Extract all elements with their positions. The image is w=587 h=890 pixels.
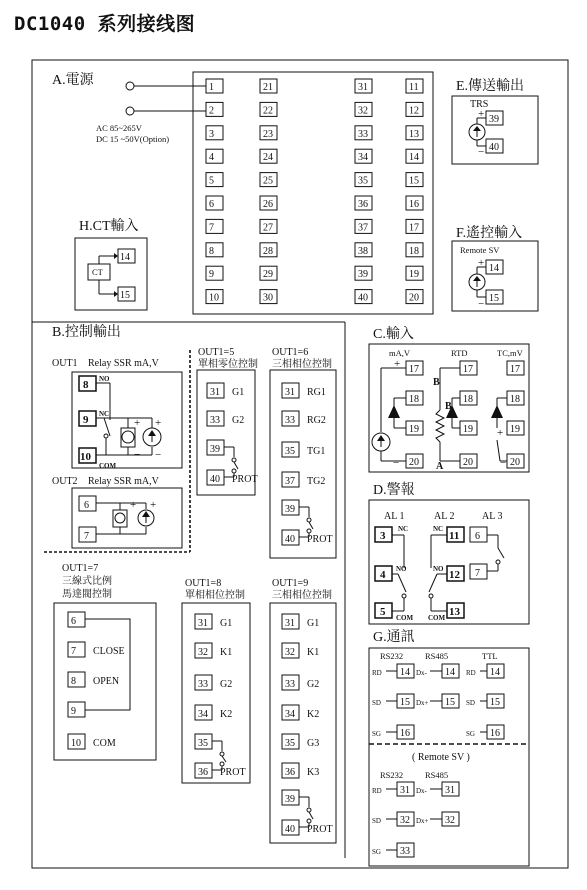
power-spec-2: DC 15 ~50V(Option) [96, 134, 170, 144]
out1-5-terminal: 31 [210, 387, 220, 398]
out1-7-terminal: 8 [71, 676, 76, 687]
out1-types: Relay SSR mA,V [88, 358, 159, 369]
grid-terminal: 1 [209, 82, 214, 93]
out1-5-terminal-label: PROT [232, 474, 258, 485]
remote-rs485-terminal: 31 [445, 785, 455, 796]
out1-9-terminal-label: G3 [307, 738, 320, 749]
grid-terminal: 34 [358, 152, 368, 164]
grid-terminal: 39 [358, 269, 368, 281]
remote-plus: + [478, 257, 485, 269]
al2-com: COM [428, 614, 446, 622]
input-type-tc: TC,mV [497, 348, 523, 358]
terminal-grid [206, 79, 423, 304]
trs-label: TRS [470, 99, 489, 110]
out1-term-8: 8 [83, 379, 89, 391]
ct-label: CT [92, 267, 103, 277]
out1-com: COM [99, 462, 117, 470]
out1-9-terminal: 34 [285, 709, 295, 720]
out1-9-terminal-label: K2 [307, 709, 320, 720]
grid-terminal: 19 [409, 269, 419, 281]
out1-5-terminal-label: G2 [232, 415, 245, 426]
remote-rs485-label: Dx- [416, 787, 427, 795]
input-terminal: 19 [510, 424, 520, 435]
remote-rs232-terminal: 33 [400, 846, 410, 857]
out1-6-subtitle: 三相相位控制 [272, 359, 332, 370]
grid-terminal: 6 [209, 199, 214, 210]
out1-6-terminal: 40 [285, 534, 295, 545]
grid-terminal: 4 [209, 152, 214, 164]
ct-term-15: 15 [120, 290, 130, 301]
out1-no: NO [99, 375, 110, 383]
grid-terminal: 30 [263, 292, 273, 304]
out1-8-terminal: 36 [198, 767, 208, 778]
grid-terminal: 31 [358, 82, 368, 93]
input-terminal: 19 [409, 424, 419, 435]
grid-terminal: 29 [263, 269, 273, 281]
out1-9-terminal-label: K3 [307, 767, 320, 778]
out1-5-terminal-label: G1 [232, 387, 245, 398]
page-title: DC1040 系列接线图 [14, 13, 196, 35]
ttl-terminal: 16 [490, 728, 500, 739]
rs485-terminal: 15 [445, 697, 455, 708]
grid-terminal: 9 [209, 269, 214, 281]
input-terminal: 17 [510, 364, 520, 375]
out1-7-subtitle-2: 馬達閥控制 [62, 589, 112, 600]
grid-terminal: 32 [358, 105, 368, 117]
transmission-header: E.傳送輸出 [456, 79, 525, 94]
terminal-grid-box [193, 72, 433, 314]
grid-terminal: 11 [409, 82, 419, 93]
al1-term-3: 3 [380, 530, 386, 542]
grid-terminal: 7 [209, 222, 214, 234]
al2-no: NO [433, 565, 444, 573]
grid-terminal: 8 [209, 245, 214, 257]
grid-terminal: 5 [209, 175, 214, 187]
rtd-letter-a: A [436, 461, 444, 472]
rtd-letter-b1: B [433, 377, 440, 388]
out1-7-terminal: 9 [71, 706, 76, 717]
svg-text:−: − [134, 449, 141, 461]
out1-7-title: OUT1=7 [62, 563, 99, 574]
power-spec-1: AC 85~265V [96, 123, 142, 133]
remote-rs232-label: SD [372, 817, 381, 825]
comm-header: G.通訊 [373, 630, 415, 645]
svg-text:+: + [497, 427, 504, 439]
svg-text:+: + [155, 417, 162, 429]
out1-6-terminal-label: PROT [307, 534, 333, 545]
control-output-header: B.控制輸出 [52, 325, 121, 340]
grid-terminal: 28 [263, 245, 273, 257]
out1-8-terminal: 31 [198, 618, 208, 629]
rs232-label: SD [372, 699, 381, 707]
grid-terminal: 25 [263, 175, 273, 187]
remote-rs232-terminal: 31 [400, 785, 410, 796]
out2-term-6: 6 [84, 500, 89, 511]
grid-terminal: 18 [409, 245, 419, 257]
out1-8-terminal-label: G2 [220, 679, 233, 690]
al1-term-5: 5 [380, 606, 386, 618]
al1-nc: NC [398, 525, 409, 533]
al1-term-4: 4 [380, 569, 386, 581]
out1-6-title: OUT1=6 [272, 347, 309, 358]
out1-6-terminal: 31 [285, 387, 295, 398]
comm-remote-rs232: RS232 [380, 770, 404, 780]
out1-7-terminal: 6 [71, 616, 76, 627]
out1-6-terminal: 35 [285, 446, 295, 457]
al2-term-12: 12 [449, 569, 460, 581]
out1-7-subtitle-1: 三線式比例 [62, 576, 112, 587]
ttl-label: SD [466, 699, 475, 707]
rs232-label: SG [372, 730, 381, 738]
out1-8-terminal: 33 [198, 679, 208, 690]
grid-terminal: 33 [358, 128, 368, 140]
remote-rs485-label: Dx+ [416, 817, 429, 825]
out1-6-terminal-label: TG1 [307, 446, 326, 457]
power-header: A.電源 [52, 73, 94, 88]
grid-terminal: 13 [409, 128, 419, 140]
ttl-terminal: 14 [490, 667, 500, 678]
comm-remote-rs485: RS485 [425, 770, 449, 780]
remote-minus: − [478, 298, 485, 310]
out1-9-title: OUT1=9 [272, 578, 309, 589]
input-terminal: 18 [510, 394, 520, 405]
transmission-box [452, 96, 538, 164]
out1-6-terminal-label: TG2 [307, 476, 326, 487]
remote-rs232-label: RD [372, 787, 382, 795]
out1-8-terminal-label: K2 [220, 709, 233, 720]
trs-plus: + [478, 108, 485, 120]
out1-9-terminal: 40 [285, 824, 295, 835]
out1-7-terminal: 10 [71, 738, 81, 749]
grid-terminal: 15 [409, 175, 419, 187]
out1-8-terminal: 34 [198, 709, 208, 720]
al2-nc: NC [433, 525, 444, 533]
ct-term-14: 14 [120, 252, 130, 263]
input-type-rtd: RTD [451, 348, 468, 358]
al1-com: COM [396, 614, 414, 622]
al2-label: AL 2 [434, 511, 455, 522]
grid-terminal: 38 [358, 245, 368, 257]
out1-6-terminal-label: RG2 [307, 415, 326, 426]
out1-6-terminal-label: RG1 [307, 387, 326, 398]
input-terminal: 18 [463, 394, 473, 405]
out1-9-terminal: 39 [285, 794, 295, 805]
grid-terminal: 17 [409, 222, 419, 234]
grid-terminal: 24 [263, 152, 273, 164]
rs232-terminal: 16 [400, 728, 410, 739]
al2-term-13: 13 [449, 606, 460, 618]
grid-terminal: 12 [409, 105, 419, 117]
comm-rs485: RS485 [425, 651, 449, 661]
al1-no: NO [396, 565, 407, 573]
svg-text:+: + [150, 499, 157, 511]
out1-8-terminal-label: PROT [220, 767, 246, 778]
out1-5-terminal: 40 [210, 474, 220, 485]
input-terminal: 20 [463, 457, 473, 468]
rs232-terminal: 14 [400, 667, 410, 678]
output-variants [68, 383, 333, 835]
rs485-terminal: 14 [445, 667, 455, 678]
out1-9-terminal-label: G1 [307, 618, 320, 629]
remote-rs232-terminal: 32 [400, 815, 410, 826]
svg-text:+: + [394, 358, 401, 370]
out2-types: Relay SSR mA,V [88, 476, 159, 487]
input-terminal: 20 [510, 457, 520, 468]
input-type-mav: mA,V [389, 348, 411, 358]
out1-8-title: OUT1=8 [185, 578, 222, 589]
trs-minus: − [478, 146, 485, 158]
svg-text:−: − [500, 457, 507, 469]
out1-7-terminal: 7 [71, 646, 76, 657]
out1-nc: NC [99, 410, 110, 418]
out1-6-terminal: 37 [285, 476, 295, 487]
al2-term-11: 11 [449, 530, 460, 542]
trs-term-39: 39 [489, 114, 499, 125]
grid-terminal: 36 [358, 199, 368, 210]
al1-label: AL 1 [384, 511, 405, 522]
grid-terminal: 16 [409, 199, 419, 210]
out2-term-7: 7 [84, 531, 89, 542]
input-terminal: 18 [409, 394, 419, 405]
rtd-letter-b2: B [445, 401, 452, 412]
grid-terminal: 37 [358, 222, 368, 234]
out1-9-subtitle: 三相相位控制 [272, 590, 332, 601]
out1-5-subtitle: 單相零位控制 [198, 359, 258, 370]
out1-title: OUT1 [52, 358, 78, 369]
grid-terminal: 26 [263, 199, 273, 210]
input-header: C.輸入 [373, 327, 414, 342]
grid-terminal: 21 [263, 82, 273, 93]
svg-text:+: + [134, 417, 141, 429]
out1-9-terminal-label: G2 [307, 679, 320, 690]
remote-term-14: 14 [489, 263, 499, 274]
out2-title: OUT2 [52, 476, 78, 487]
out1-8-terminal: 35 [198, 738, 208, 749]
grid-terminal: 23 [263, 128, 273, 140]
out1-9-terminal: 35 [285, 738, 295, 749]
comm-rs232: RS232 [380, 651, 404, 661]
trs-term-40: 40 [489, 142, 499, 153]
out1-8-terminal-label: K1 [220, 647, 233, 658]
remote-input-header: F.遙控輸入 [456, 226, 523, 241]
grid-terminal: 27 [263, 222, 273, 234]
out1-7-terminal-label: COM [93, 738, 116, 749]
out1-8-subtitle: 單相相位控制 [185, 590, 245, 601]
out1-9-terminal-label: PROT [307, 824, 333, 835]
out1-9-terminal: 31 [285, 618, 295, 629]
grid-terminal: 35 [358, 175, 368, 187]
rs485-label: Dx- [416, 669, 427, 677]
out1-term-10: 10 [80, 451, 91, 463]
out1-9-terminal: 36 [285, 767, 295, 778]
out1-9-terminal: 32 [285, 647, 295, 658]
out1-8-terminal: 32 [198, 647, 208, 658]
grid-terminal: 40 [358, 292, 368, 304]
ttl-label: SG [466, 730, 475, 738]
grid-terminal: 14 [409, 152, 419, 164]
ttl-label: RD [466, 669, 476, 677]
out1-7-terminal-label: CLOSE [93, 646, 125, 657]
grid-terminal: 20 [409, 292, 419, 304]
grid-terminal: 10 [209, 292, 219, 304]
out1-5-title: OUT1=5 [198, 347, 235, 358]
grid-terminal: 22 [263, 105, 273, 117]
ct-header: H.CT輸入 [79, 219, 139, 234]
remote-term-15: 15 [489, 293, 499, 304]
rs232-terminal: 15 [400, 697, 410, 708]
out1-term-9: 9 [83, 414, 89, 426]
out1-5-terminal: 33 [210, 415, 220, 426]
out1-5-terminal: 39 [210, 444, 220, 455]
rs232-label: RD [372, 669, 382, 677]
grid-terminal: 2 [209, 105, 214, 117]
ct-box [75, 238, 147, 310]
svg-text:−: − [155, 449, 162, 461]
alarm-header: D.警報 [373, 483, 415, 498]
input-terminal: 17 [463, 364, 473, 375]
svg-text:+: + [130, 499, 137, 511]
rs485-label: Dx+ [416, 699, 429, 707]
comm-ttl: TTL [482, 651, 498, 661]
remote-rs232-label: SG [372, 848, 381, 856]
grid-terminal: 3 [209, 128, 214, 140]
remote-input-label: Remote SV [460, 245, 500, 255]
out1-9-terminal: 33 [285, 679, 295, 690]
remote-rs485-terminal: 32 [445, 815, 455, 826]
input-terminals [406, 361, 524, 468]
input-terminal: 19 [463, 424, 473, 435]
ttl-terminal: 15 [490, 697, 500, 708]
al3-term-7: 7 [475, 568, 480, 579]
out1-6-terminal: 33 [285, 415, 295, 426]
comm-remote-title: ( Remote SV ) [412, 752, 470, 763]
out1-8-terminal-label: G1 [220, 618, 233, 629]
svg-text:−: − [393, 457, 400, 469]
out1-6-terminal: 39 [285, 504, 295, 515]
al3-label: AL 3 [482, 511, 503, 522]
input-terminal: 17 [409, 364, 419, 375]
input-terminal: 20 [409, 457, 419, 468]
out1-7-terminal-label: OPEN [93, 676, 120, 687]
al3-term-6: 6 [475, 531, 480, 542]
out1-9-terminal-label: K1 [307, 647, 320, 658]
